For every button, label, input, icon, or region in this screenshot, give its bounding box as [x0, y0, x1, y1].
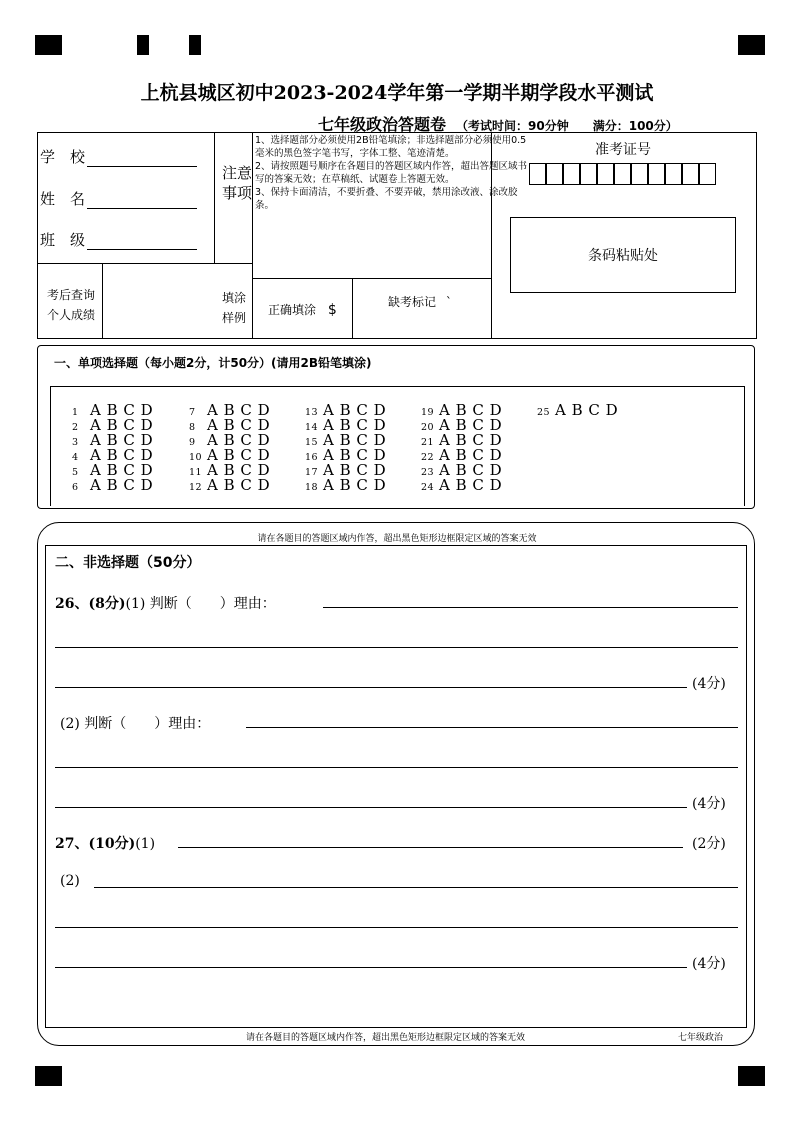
choice-options[interactable]: A B C D — [90, 401, 154, 419]
choice-options[interactable]: A B C D — [323, 416, 387, 434]
alignment-mark-top-2 — [189, 35, 201, 55]
name-input-line[interactable] — [87, 194, 197, 209]
choice-options[interactable]: A B C D — [207, 416, 271, 434]
exam-id-cell[interactable] — [699, 163, 716, 185]
choice-options[interactable]: A B C D — [555, 401, 619, 419]
q26-part1: (1) 判断（ ）理由： — [125, 596, 276, 612]
exam-id-cell[interactable] — [563, 163, 580, 185]
subtitle-text: 七年级政治答题卷 — [318, 115, 447, 134]
page-title: 上杭县城区初中2023-2024学年第一学期半期学段水平测试 — [140, 82, 654, 104]
choice-options[interactable]: A B C D — [90, 461, 154, 479]
absent-mark-label: 缺考标记 — [388, 295, 437, 309]
choice-question[interactable] — [421, 476, 502, 494]
fill-example-label: 填涂样例 — [221, 291, 246, 325]
header-info-box — [37, 132, 757, 339]
q27-score1: (2分) — [692, 836, 726, 852]
exam-id-cell[interactable] — [665, 163, 682, 185]
choice-options[interactable]: A B C D — [323, 431, 387, 449]
barcode-label: 条码粘贴处 — [588, 248, 658, 264]
exam-info: （考试时间：90分钟 满分：100分） — [456, 119, 678, 133]
choice-options[interactable]: A B C D — [439, 461, 503, 479]
choice-options[interactable]: A B C D — [439, 431, 503, 449]
choice-question[interactable] — [72, 476, 153, 494]
choice-question-number: 4 — [72, 452, 79, 463]
choice-question-number: 21 — [421, 437, 435, 448]
choice-question-number: 12 — [189, 482, 203, 493]
choice-options[interactable]: A B C D — [439, 476, 503, 494]
exam-id-cell[interactable] — [648, 163, 665, 185]
section1-title: 一、单项选择题（每小题2分，计50分）(请用2B铅笔填涂) — [54, 356, 372, 370]
choice-question[interactable] — [305, 476, 386, 494]
q27-part1: (1) — [135, 836, 156, 852]
exam-id-cell[interactable] — [580, 163, 597, 185]
q27-header — [55, 833, 155, 853]
choice-options[interactable]: A B C D — [207, 476, 271, 494]
choice-options[interactable]: A B C D — [90, 476, 154, 494]
q27-score2: (4分) — [692, 956, 726, 972]
q27-answer-line[interactable] — [94, 887, 738, 888]
choice-question-number: 15 — [305, 437, 319, 448]
choice-question-number: 10 — [189, 452, 203, 463]
choice-options[interactable]: A B C D — [323, 461, 387, 479]
notes-text — [255, 134, 528, 212]
choice-question[interactable] — [537, 401, 618, 419]
q27-label: 27、(10分) — [55, 836, 136, 852]
choice-options[interactable]: A B C D — [323, 476, 387, 494]
note-3: 3、保持卡面清洁，不要折叠、不要弄破，禁用涂改液、涂改胶条。 — [255, 187, 518, 211]
choice-question[interactable] — [189, 476, 270, 494]
alignment-mark-top-left — [35, 35, 62, 55]
q26-answer-line[interactable] — [55, 647, 738, 648]
q26-label: 26、(8分) — [55, 596, 126, 612]
note-2: 2、请按照题号顺序在各题目的答题区域内作答，超出答题区域书写的答案无效；在草稿纸、试题卷上答题无效。 — [255, 161, 528, 185]
choice-options[interactable]: A B C D — [439, 416, 503, 434]
exam-id-cell[interactable] — [529, 163, 546, 185]
choice-question-number: 8 — [189, 422, 196, 433]
choice-question-number: 23 — [421, 467, 435, 478]
alignment-mark-top-1 — [137, 35, 149, 55]
choice-grid — [50, 386, 745, 506]
q26-answer-line[interactable] — [55, 687, 687, 688]
choice-question-number: 24 — [421, 482, 435, 493]
choice-question-number: 6 — [72, 482, 79, 493]
absent-mark-symbol: ` — [445, 295, 452, 309]
q26-answer-line[interactable] — [246, 727, 738, 728]
choice-question-number: 17 — [305, 467, 319, 478]
answer-area-notice-top: 请在各题目的答题区域内作答，超出黑色矩形边框限定区域的答案无效 — [257, 534, 537, 544]
choice-question-number: 14 — [305, 422, 319, 433]
choice-options[interactable]: A B C D — [207, 446, 271, 464]
choice-question-number: 19 — [421, 407, 435, 418]
q26-part2: (2) 判断（ ）理由： — [60, 716, 211, 732]
q26-answer-line[interactable] — [55, 807, 687, 808]
choice-question-number: 20 — [421, 422, 435, 433]
answer-area-notice-bottom: 请在各题目的答题区域内作答，超出黑色矩形边框限定区域的答案无效 — [246, 1033, 526, 1043]
class-field[interactable] — [40, 229, 197, 250]
correct-fill-example — [268, 301, 337, 318]
exam-id-cell[interactable] — [631, 163, 648, 185]
choice-options[interactable]: A B C D — [90, 431, 154, 449]
choice-question-number: 25 — [537, 407, 551, 418]
choice-question-number: 16 — [305, 452, 319, 463]
q27-part2: (2) — [60, 873, 80, 889]
exam-id-label: 准考证号 — [595, 142, 651, 158]
choice-options[interactable]: A B C D — [439, 401, 503, 419]
q26-answer-line[interactable] — [55, 767, 738, 768]
correct-fill-label: 正确填涂 — [268, 303, 317, 317]
choice-options[interactable]: A B C D — [207, 401, 271, 419]
q26-answer-line[interactable] — [323, 607, 738, 608]
note-1: 1、选择题部分必须使用2B铅笔填涂；非选择题部分必须使用0.5毫米的黑色签字笔书写，字体工整、笔迹清楚。 — [255, 135, 527, 159]
choice-options[interactable]: A B C D — [90, 416, 154, 434]
class-input-line[interactable] — [87, 235, 197, 250]
name-label: 姓 名 — [40, 190, 86, 208]
exam-id-cell[interactable] — [597, 163, 614, 185]
alignment-mark-bottom-right — [738, 1066, 765, 1086]
exam-id-boxes[interactable] — [529, 163, 719, 187]
q27-answer-line[interactable] — [55, 927, 738, 928]
correct-fill-symbol: $ — [327, 302, 337, 318]
school-label: 学 校 — [40, 148, 86, 166]
choice-question-number: 18 — [305, 482, 319, 493]
exam-id-cell[interactable] — [546, 163, 563, 185]
q26-header — [55, 593, 276, 613]
choice-question-number: 1 — [72, 407, 79, 418]
choice-options[interactable]: A B C D — [207, 431, 271, 449]
answer-area-inner — [45, 545, 747, 1028]
q27-answer-line[interactable] — [178, 847, 683, 848]
score-query-label: 考后查询个人成绩 — [46, 288, 95, 322]
choice-options[interactable]: A B C D — [439, 446, 503, 464]
choice-question-number: 13 — [305, 407, 319, 418]
exam-id-cell[interactable] — [682, 163, 699, 185]
q27-answer-line[interactable] — [55, 967, 687, 968]
choice-question-number: 2 — [72, 422, 79, 433]
name-field[interactable] — [40, 188, 197, 209]
footer-subject: 七年级政治 — [678, 1033, 724, 1043]
alignment-mark-bottom-left — [35, 1066, 62, 1086]
choice-question-number: 3 — [72, 437, 79, 448]
choice-options[interactable]: A B C D — [323, 401, 387, 419]
choice-question-number: 22 — [421, 452, 435, 463]
barcode-area — [510, 217, 736, 293]
school-input-line[interactable] — [87, 152, 197, 167]
q26-score2: (4分) — [692, 796, 726, 812]
school-field[interactable] — [40, 146, 197, 167]
q26-score1: (4分) — [692, 676, 726, 692]
absent-mark-example — [388, 293, 452, 310]
choice-question-number: 7 — [189, 407, 196, 418]
choice-options[interactable]: A B C D — [207, 461, 271, 479]
choice-options[interactable]: A B C D — [323, 446, 387, 464]
choice-question-number: 9 — [189, 437, 196, 448]
section2-title: 二、非选择题（50分） — [55, 555, 201, 571]
choice-options[interactable]: A B C D — [90, 446, 154, 464]
choice-question-number: 5 — [72, 467, 79, 478]
alignment-mark-top-right — [738, 35, 765, 55]
exam-id-cell[interactable] — [614, 163, 631, 185]
notes-label: 注意事项 — [221, 164, 252, 202]
class-label: 班 级 — [40, 231, 86, 249]
choice-question-number: 11 — [189, 467, 203, 478]
